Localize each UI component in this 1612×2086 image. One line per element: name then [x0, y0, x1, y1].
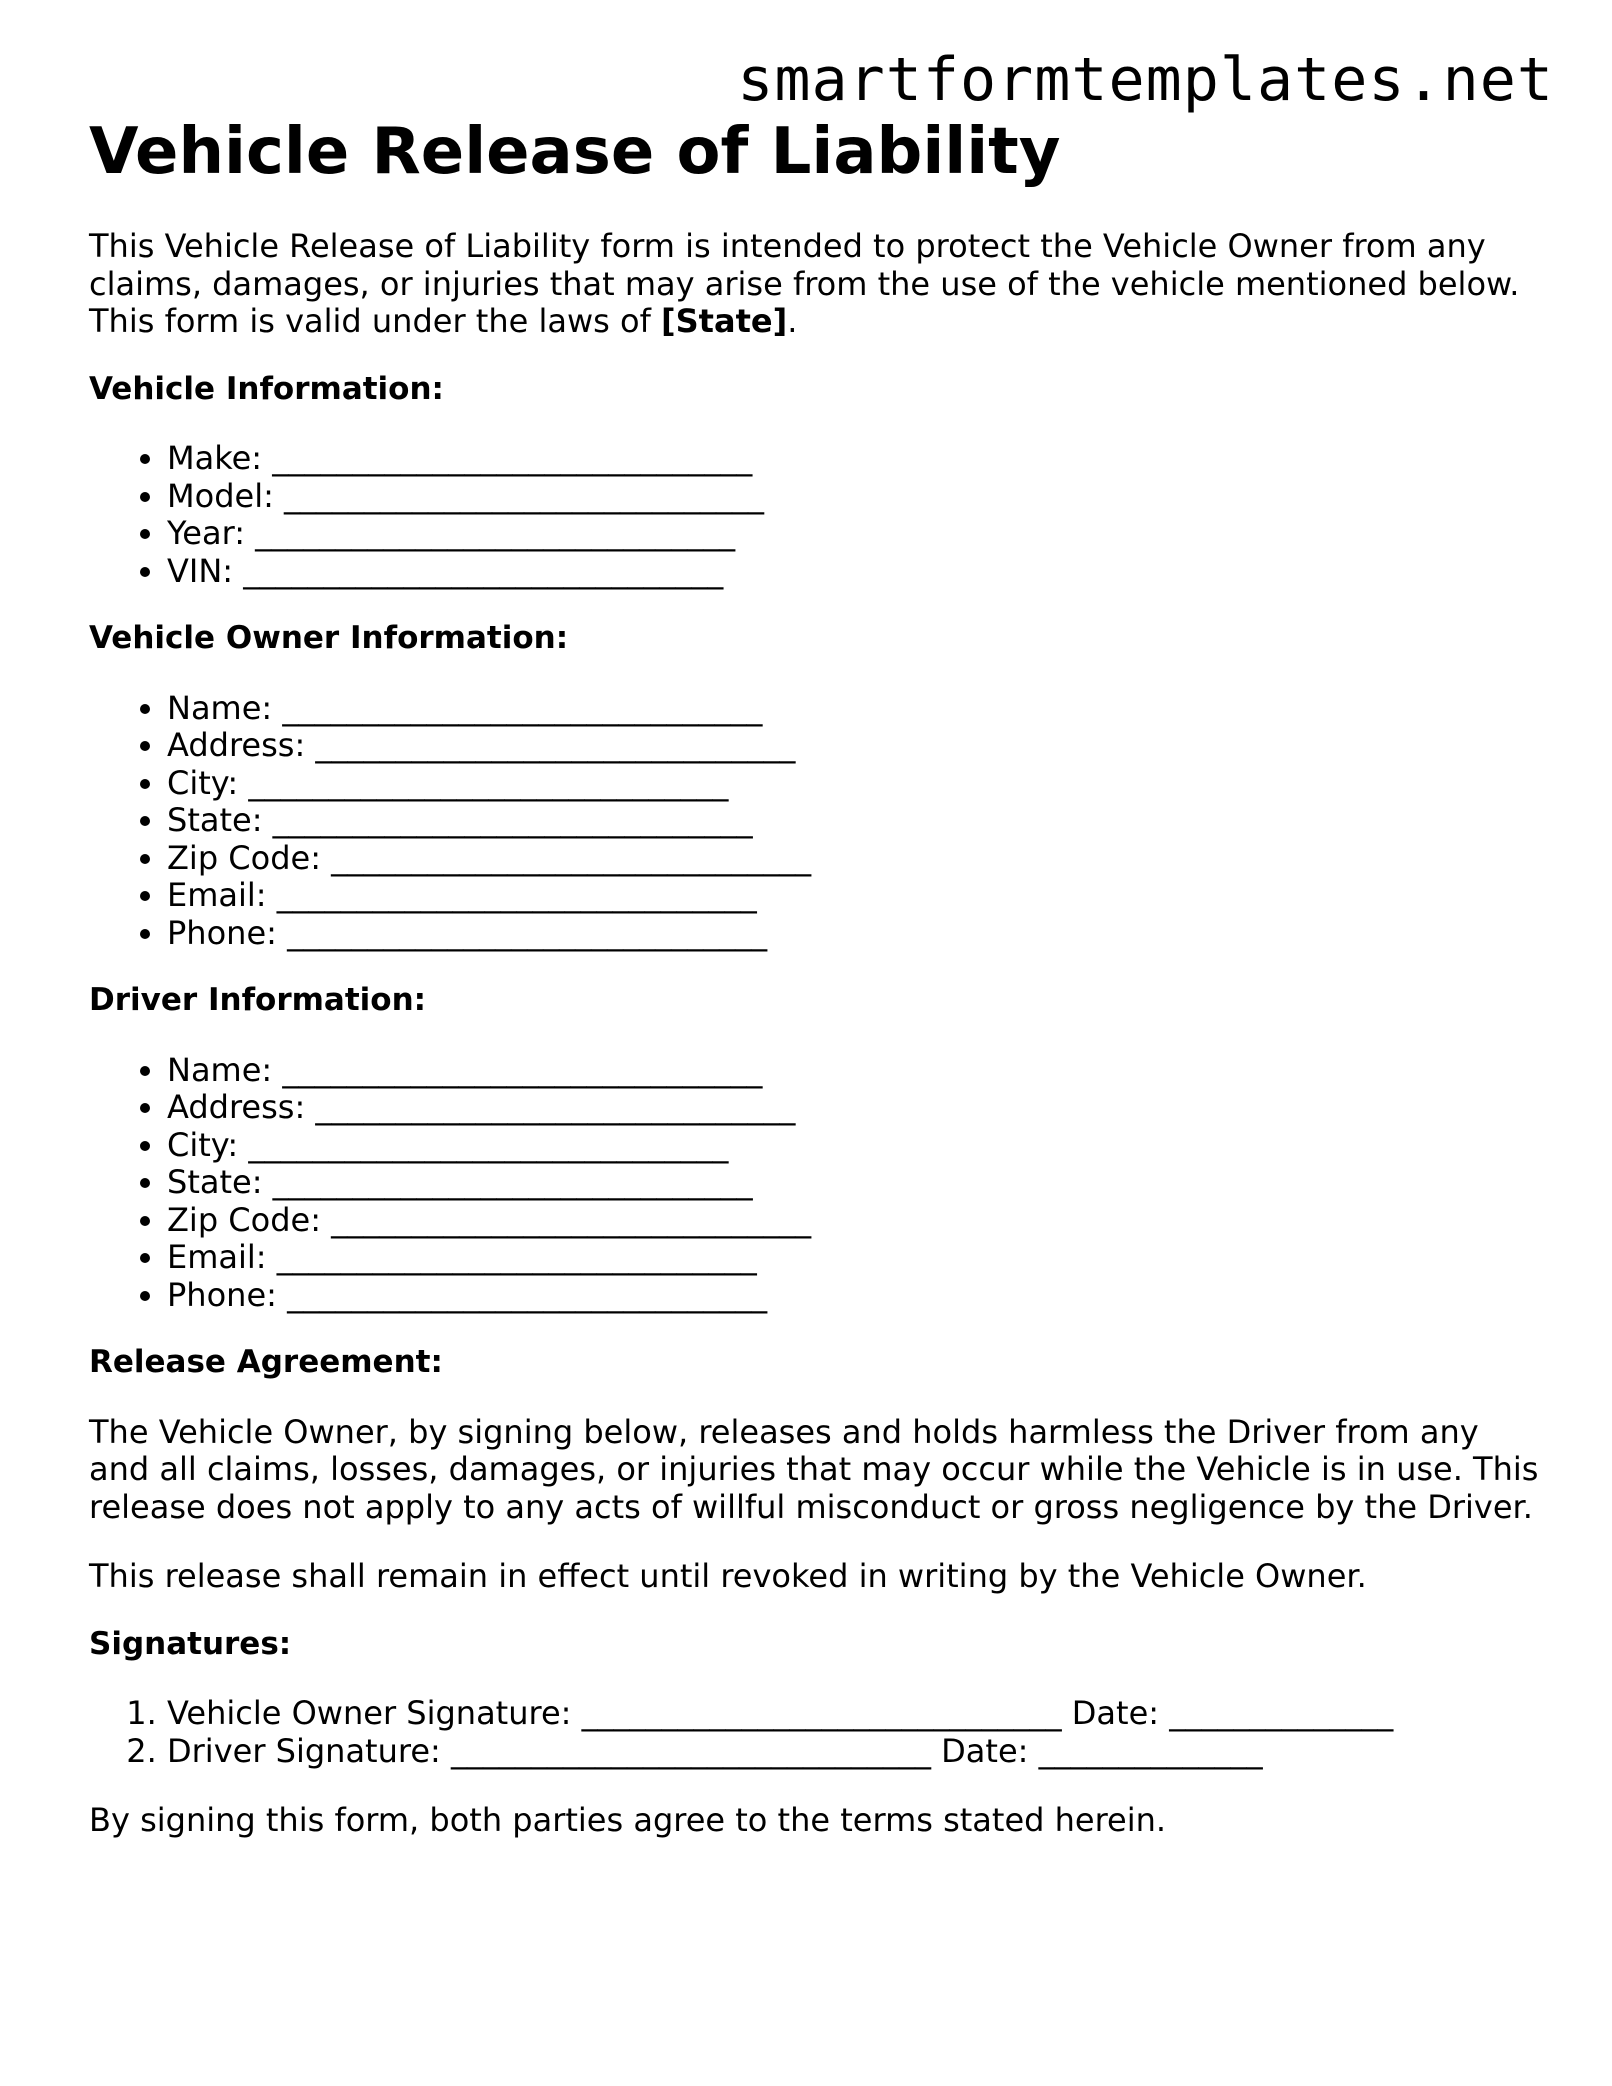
driver-phone-field[interactable]: • Phone: ______________________________: [167, 1277, 1539, 1315]
vehicle-make-field[interactable]: • Make: ______________________________: [167, 440, 1539, 478]
driver-state-field[interactable]: • State: ______________________________: [167, 1164, 1539, 1202]
owner-info-list: [89, 690, 1539, 953]
driver-address-field[interactable]: • Address: ______________________________: [167, 1089, 1539, 1127]
owner-signature-line[interactable]: 1. Vehicle Owner Signature: ______________________________ Date: ______________: [167, 1695, 1539, 1733]
intro-text-end: .: [787, 302, 798, 340]
driver-info-heading: Driver Information:: [89, 982, 427, 1018]
closing-statement: By signing this form, both parties agree to the terms stated herein.: [89, 1801, 1167, 1839]
owner-address-field[interactable]: • Address: ______________________________: [167, 727, 1539, 765]
vehicle-info-heading: Vehicle Information:: [89, 370, 444, 407]
driver-city-field[interactable]: • City: ______________________________: [167, 1127, 1539, 1165]
intro-paragraph: [89, 228, 1539, 341]
driver-name-field[interactable]: • Name: ______________________________: [167, 1052, 1539, 1090]
release-agreement-heading: Release Agreement:: [89, 1344, 443, 1380]
owner-phone-field[interactable]: • Phone: ______________________________: [167, 915, 1539, 953]
release-agreement-paragraph: The Vehicle Owner, by signing below, releases and holds harmless the Driver from any and all claims, losses, damages, or injuries that may occur while the Vehicle is in use. This release does not apply to any acts of willful misconduct or gross negligence by the Driver.: [89, 1412, 1539, 1526]
signatures-list: [89, 1695, 1539, 1770]
driver-signature-line[interactable]: 2. Driver Signature: ______________________________ Date: ______________: [167, 1733, 1539, 1771]
document-page: [89, 112, 1539, 1840]
owner-email-field[interactable]: • Email: ______________________________: [167, 877, 1539, 915]
vehicle-info-list: [89, 440, 1539, 590]
driver-email-field[interactable]: • Email: ______________________________: [167, 1239, 1539, 1277]
vehicle-vin-field[interactable]: • VIN: ______________________________: [167, 553, 1539, 591]
driver-zip-field[interactable]: • Zip Code: ______________________________: [167, 1202, 1539, 1240]
document-title: Vehicle Release of Liability: [89, 115, 1061, 189]
intro-text: This Vehicle Release of Liability form is intended to protect the Vehicle Owner from any claims, damages, or injuries that may arise from the use of the vehicle mentioned below. This form is valid under the laws of: [89, 227, 1520, 340]
release-duration-paragraph: This release shall remain in effect until revoked in writing by the Vehicle Owner.: [89, 1557, 1367, 1595]
owner-zip-field[interactable]: • Zip Code: ______________________________: [167, 840, 1539, 878]
vehicle-year-field[interactable]: • Year: ______________________________: [167, 515, 1539, 553]
state-placeholder: [State]: [661, 302, 788, 340]
owner-state-field[interactable]: • State: ______________________________: [167, 802, 1539, 840]
owner-name-field[interactable]: • Name: ______________________________: [167, 690, 1539, 728]
owner-info-heading: Vehicle Owner Information:: [89, 620, 569, 656]
vehicle-model-field[interactable]: • Model: ______________________________: [167, 478, 1539, 516]
driver-info-list: [89, 1052, 1539, 1315]
signatures-heading: Signatures:: [89, 1625, 292, 1662]
owner-city-field[interactable]: • City: ______________________________: [167, 765, 1539, 803]
site-watermark: smartformtemplates.net: [737, 45, 1554, 115]
